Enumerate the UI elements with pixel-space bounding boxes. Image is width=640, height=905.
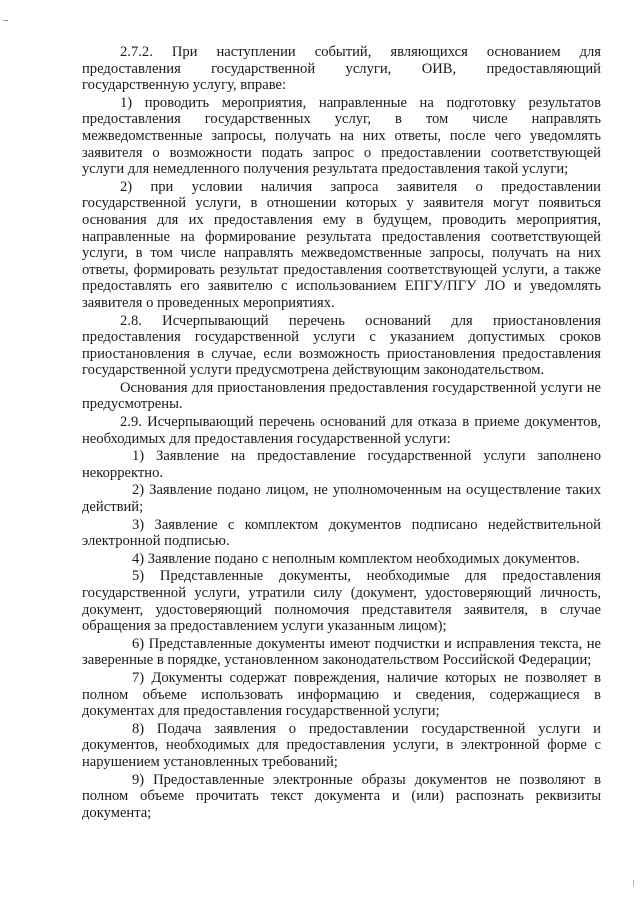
- paragraph-2-7-2: 2.7.2. При наступлении событий, являющихся основанием для предоставления государственной услуги, ОИВ, предоставляющий государственную услугу, вправе:: [82, 44, 601, 94]
- paragraph-2-9-item-2: 2) Заявление подано лицом, не уполномоченным на осуществление таких действий;: [82, 482, 601, 516]
- paragraph-2-9-item-8: 8) Подача заявления о предоставлении государственной услуги и документов, необходимых для предоставления услуги, в электронной форме с нарушением установленных требований;: [82, 720, 601, 770]
- paragraph-2-9-item-7: 7) Документы содержат повреждения, наличие которых не позволяет в полном объеме использовать информацию и сведения, содержащиеся в документах для предоставления государственной услуги;: [82, 669, 601, 720]
- paragraph-2-9-item-5: 5) Представленные документы, необходимые для предоставления государственной услуги, утратили силу (документ, удостоверяющий личность, документ, удостоверяющий полномочия представителя заявителя, в случае обращения за предоставлением услуги указанным лицом);: [82, 568, 601, 635]
- document-body: [82, 44, 601, 821]
- paragraph-2-9: 2.9. Исчерпывающий перечень оснований для отказа в приеме документов, необходимых для предоставления государственной услуги:: [82, 414, 601, 447]
- paragraph-2-9-item-6: 6) Представленные документы имеют подчистки и исправления текста, не заверенные в порядке, установленном законодательством Российской Федерации;: [82, 635, 601, 669]
- scan-artifact: [633, 880, 634, 886]
- paragraph-2-8: 2.8. Исчерпывающий перечень оснований для приостановления предоставления государственной услуги с указанием допустимых сроков приостановления в случае, если возможность приостановления предоставления государственной услуги предусмотрена действующим законодательством.: [82, 312, 601, 379]
- paragraph-2-7-2-item-1: 1) проводить мероприятия, направленные на подготовку результатов предоставления государственных услуг, в том числе направлять межведомственные запросы, получать на них ответы, после чего уведомлять заявителя о возможности подать запрос о предоставлении соответствующей услуги для немедленного получения результата предоставления такой услуги;: [82, 94, 601, 178]
- paragraph-2-9-item-4: 4) Заявление подано с неполным комплектом необходимых документов.: [132, 550, 580, 567]
- scan-artifact: [3, 20, 8, 21]
- paragraph-2-9-item-1: 1) Заявление на предоставление государственной услуги заполнено некорректно.: [82, 448, 601, 481]
- paragraph-2-9-item-3: 3) Заявление с комплектом документов подписано недействительной электронной подписью.: [82, 516, 601, 550]
- paragraph-2-9-item-9: 9) Предоставленные электронные образы документов не позволяют в полном объеме прочитать текст документа и (или) распознать реквизиты документа;: [82, 771, 601, 821]
- paragraph-2-7-2-item-2: 2) при условии наличия запроса заявителя о предоставлении государственной услуги, в отношении которых у заявителя могут появиться основания для их предоставления ему в будущем, проводить мероприятия, направленные на формирование результата предоставления соответствующей услуги, в том числе направлять межведомственные запросы, получать на них ответы, формировать результат предоставления соответствующей услуги, а также предоставлять его заявителю с использованием ЕПГУ/ПГУ ЛО и уведомлять заявителя о проведенных мероприятиях.: [82, 178, 601, 311]
- paragraph-2-8-grounds: Основания для приостановления предоставления государственной услуги не предусмотрены.: [82, 379, 601, 413]
